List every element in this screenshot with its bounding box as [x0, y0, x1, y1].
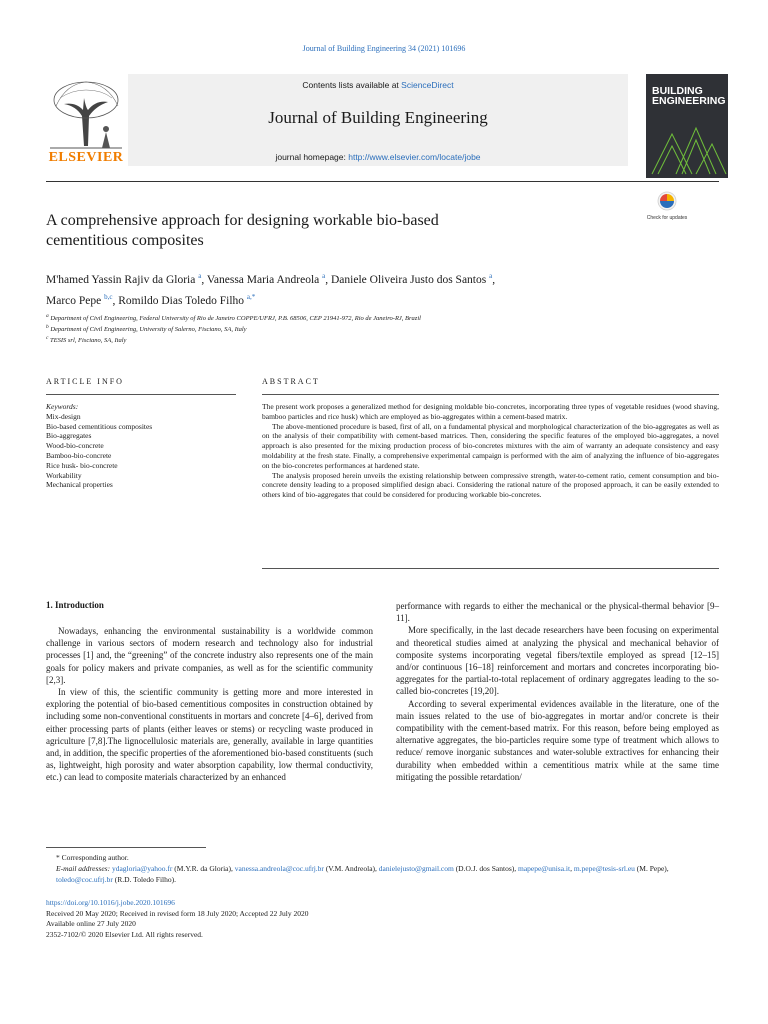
author-list: M'hamed Yassin Rajiv da Gloria $^a$, Vanessa Maria Andreola $^a$, Daniele Oliveira Justo dos Santos $^a$, Marco Pepe $^{b,c}$, Romildo Dias Toledo Filho $^{a,*}$ — [46, 272, 496, 307]
article-info-rule — [46, 394, 236, 395]
keyword: Bio-based cementitious composites — [46, 421, 153, 431]
online-date: Available online 27 July 2020 — [46, 919, 136, 928]
sciencedirect-link[interactable]: ScienceDirect — [401, 80, 454, 90]
author-name[interactable]: Daniele Oliveira Justo dos Santos — [331, 273, 487, 286]
keywords-label: Keywords: — [46, 402, 79, 411]
body-column-left — [46, 625, 373, 784]
author-name[interactable]: Romildo Dias Toledo Filho — [118, 294, 245, 307]
affiliation-marker: c — [46, 335, 49, 341]
affiliation-text: Department of Civil Engineering, University of Salerno, Fisciano, SA, Italy — [50, 326, 247, 334]
body-paragraph: Nowadays, enhancing the environmental sustainability is a worldwide common challenge in various sectors of modern research and technology also for industrial processes [1] and, the “greening” of the concrete industry also represents one of the main goals for policy makers and private companies, as well as for the scientific community [2,3]. — [46, 626, 373, 685]
affiliation — [46, 313, 421, 322]
abstract-heading: ABSTRACT — [262, 377, 320, 386]
body-paragraph: performance with regards to either the mechanical or the physical-thermal behavior [9–11]. — [396, 601, 719, 624]
email-addresses — [46, 863, 719, 885]
received-dates: Received 20 May 2020; Received in revised form 18 July 2020; Accepted 22 July 2020 — [46, 908, 309, 918]
journal-citation-link[interactable]: Journal of Building Engineering 34 (2021) 101696 — [302, 44, 466, 53]
affiliation-marker: b — [46, 324, 49, 330]
abstract-paragraph: The above-mentioned procedure is based, first of all, on a fundamental physical and morphological characterization of the bio-aggregates as well as on the analysis of their compatibility with cement-based matrices. Then, considering the specific features of the employed bio-aggregates, a novel approach is also presented for the mixing production process of bio-concretes mixtures with the aim of warranty an adequate consistency and easy moldability at the fresh state. Finally, a comprehensive experimental campaign is performed with the aim of analyzing the influence of bio-aggregates on the bio-concretes performances at hardened state. — [262, 421, 719, 470]
cover-building-graphic-icon — [646, 74, 728, 178]
email-owner: (M. Pepe), — [634, 864, 669, 873]
copyright-line: 2352-7102/© 2020 Elsevier Ltd. All rights reserved. — [46, 929, 203, 939]
email-owner: (D.O.J. dos Santos), — [453, 864, 518, 873]
keyword: Bio-aggregates — [46, 431, 92, 441]
abstract-paragraph: The present work proposes a generalized method for designing moldable bio-concretes, incorporating three types of vegetable residues (wood shaving, bamboo particles and rice husk) which are employed as bio-aggregates within a cement-based matrix. — [262, 402, 719, 421]
doi-link[interactable]: https://doi.org/10.1016/j.jobe.2020.101696 — [46, 898, 175, 907]
body-paragraph: According to several experimental evidences available in the literature, one of the main issues related to the use of bio-aggregates in mortar and/or concrete is their compatibility with the cement-based matrix. For this reason, before being employed as alternative aggregates, the bio-particles require some type of treatment which allows to reduce/ remove inorganic substances and water-soluble extractives for enhancing their durability when embedded within a cementitious matrix while at the same time mitigating the possible retardation/ — [396, 698, 719, 782]
introduction-heading: 1. Introduction — [46, 600, 104, 610]
keyword: Workability — [46, 470, 82, 480]
abstract-body — [262, 402, 719, 500]
contents-prefix: Contents lists available at — [302, 80, 402, 90]
email-owner: , — [570, 864, 574, 873]
article-info-heading: ARTICLE INFO — [46, 377, 124, 386]
author-name[interactable]: M'hamed Yassin Rajiv da Gloria — [46, 273, 196, 286]
check-label: Check for updates — [646, 215, 688, 221]
email-link[interactable]: danielejusto@gmail.com — [378, 864, 454, 873]
journal-title: Journal of Building Engineering — [268, 108, 488, 127]
body-column-right — [396, 600, 719, 783]
affiliation — [46, 324, 247, 333]
homepage-prefix: journal homepage: — [275, 152, 349, 162]
article-title — [46, 211, 606, 251]
affiliation-text: TESIS srl, Fisciano, SA, Italy — [50, 337, 127, 345]
article-title-line2: cementitious composites — [46, 232, 204, 249]
keyword: Rice husk- bio-concrete — [46, 460, 118, 470]
author-name[interactable]: Marco Pepe — [46, 294, 102, 307]
author-affiliation-marker[interactable]: a — [489, 272, 493, 280]
keyword: Mechanical properties — [46, 480, 113, 490]
keyword: Mix-design — [46, 411, 81, 421]
cover-title-line1: BUILDING — [652, 85, 703, 97]
keywords-block — [46, 402, 226, 490]
keyword: Wood-bio-concrete — [46, 441, 104, 451]
contents-line — [128, 80, 628, 90]
author-affiliation-marker[interactable]: a — [322, 272, 326, 280]
affiliation-marker: a — [46, 313, 49, 319]
email-owner: (R.D. Toledo Filho). — [112, 875, 176, 884]
affiliation — [46, 335, 126, 344]
footnotes — [46, 852, 719, 885]
check-for-updates-icon[interactable] — [646, 189, 688, 231]
body-paragraph: In view of this, the scientific community is getting more and more interested in exploring the potential of bio-based cementitious composites in construction obtained by including some non-conventional constituents in mortars and concrete [4–6], derived from either processing parts of plants (either leaves or stems) or recycling waste produced in agriculture [7,8].The lignocellulosic materials are, generally, available in large quantities and, in addition, the specific properties of the aforementioned bio-based constituents (such as, lightweight, high porosity and water absorption capability, low thermal conductivity, etc.) can lead to composite materials characterized by an enhanced — [46, 687, 373, 783]
body-paragraph: More specifically, in the last decade researchers have been focusing on experimental and theoretical studies aimed at analyzing the physical and mechanical behavior of composite systems incorporating vegetal fibers/textile employed as spread [12–15] and/or continuous [16–18] reinforcement and mortars and concretes incorporating bio-aggregates for the partial-to-total replacement of ordinary aggregates leading to the so-called bio-concretes [19,20]. — [396, 625, 719, 697]
author-affiliation-marker[interactable]: a — [198, 272, 202, 280]
article-meta — [46, 898, 546, 940]
article-title-line1: A comprehensive approach for designing workable bio-based — [46, 212, 439, 229]
corresponding-author-note: * Corresponding author. — [56, 853, 129, 862]
email-link[interactable]: ydagloria@yahoo.fr — [111, 864, 173, 873]
abstract-bottom-rule — [262, 568, 719, 569]
email-link[interactable]: toledo@coc.ufrj.br — [56, 875, 113, 884]
journal-homepage — [128, 152, 628, 162]
journal-cover-thumbnail[interactable] — [646, 74, 728, 178]
abstract-paragraph: The analysis proposed herein unveils the existing relationship between compressive strength, water-to-cement ratio, cement consumption and bio-concrete density leading to a proposed simplified design abaci. Considering the rational nature of the proposed approach, it can be easily extended to others kind of bio-aggregates that could be considered for producing workable bio-concretes. — [262, 470, 719, 500]
email-owner: (V.M. Andreola), — [323, 864, 379, 873]
email-owner: (M.Y.R. da Gloria), — [172, 864, 235, 873]
email-link[interactable]: m.pepe@tesis-srl.eu — [573, 864, 635, 873]
affiliation-text: Department of Civil Engineering, Federal University of Rio de Janeiro COPPE/UFRJ, P.B. 68506, CEP 21941-972, Rio de Janeiro-RJ, Brazil — [50, 315, 421, 323]
footnote-rule — [46, 847, 206, 848]
header-rule — [46, 181, 719, 182]
homepage-link[interactable]: http://www.elsevier.com/locate/jobe — [348, 152, 481, 162]
keyword: Bamboo-bio-concrete — [46, 450, 112, 460]
email-label: E-mail addresses: — [56, 864, 111, 873]
abstract-rule — [262, 394, 719, 395]
email-link[interactable]: vanessa.andreola@coc.ufrj.br — [234, 864, 324, 873]
cover-title-line2: ENGINEERING — [652, 95, 726, 107]
author-affiliation-marker[interactable]: a,* — [246, 292, 256, 301]
email-link[interactable]: mapepe@unisa.it — [517, 864, 571, 873]
elsevier-wordmark: ELSEVIER — [48, 150, 124, 165]
author-name[interactable]: Vanessa Maria Andreola — [206, 273, 320, 286]
author-affiliation-marker[interactable]: b,c — [104, 292, 113, 301]
